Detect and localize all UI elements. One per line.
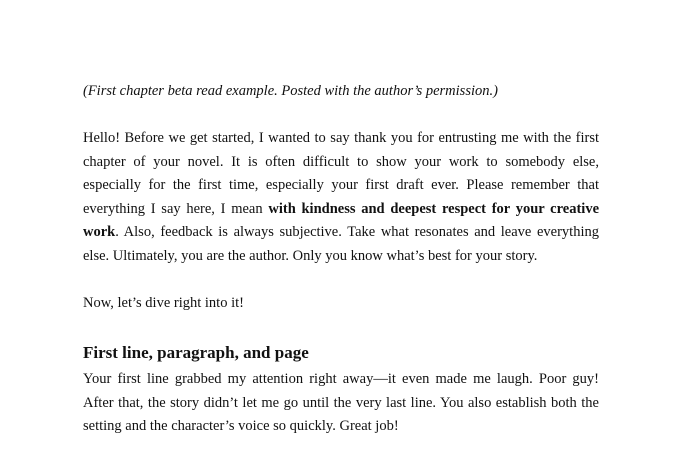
section-paragraph: Your first line grabbed my attention right away—it even made me laugh. Poor guy! After that, the story didn’t let me go until the very last line. You also establish both the setting and the character’s voice so quickly. Great job! <box>83 371 599 435</box>
section-heading: First line, paragraph, and page <box>83 343 309 362</box>
intro-note: (First chapter beta read example. Posted with the author’s permission.) <box>83 83 498 99</box>
intro-paragraph-text: Hello! Before we get started, I wanted to say thank you for entrusting me with the first chapter of your novel. It is often difficult to show your work to somebody else, especially for the first time, especially your first draft ever. Please remember that everything I say here, I mean <box>83 130 599 217</box>
intro-paragraph <box>83 127 599 269</box>
transition-paragraph: Now, let’s dive right into it! <box>83 295 244 311</box>
intro-paragraph-text-end: . Also, feedback is always subjective. Take what resonates and leave everything else. Ultimately, you are the author. Only you know what’s best for your story. <box>83 224 599 264</box>
intro-paragraph-bold: with kindness and deepest respect for your creative work <box>83 200 600 241</box>
